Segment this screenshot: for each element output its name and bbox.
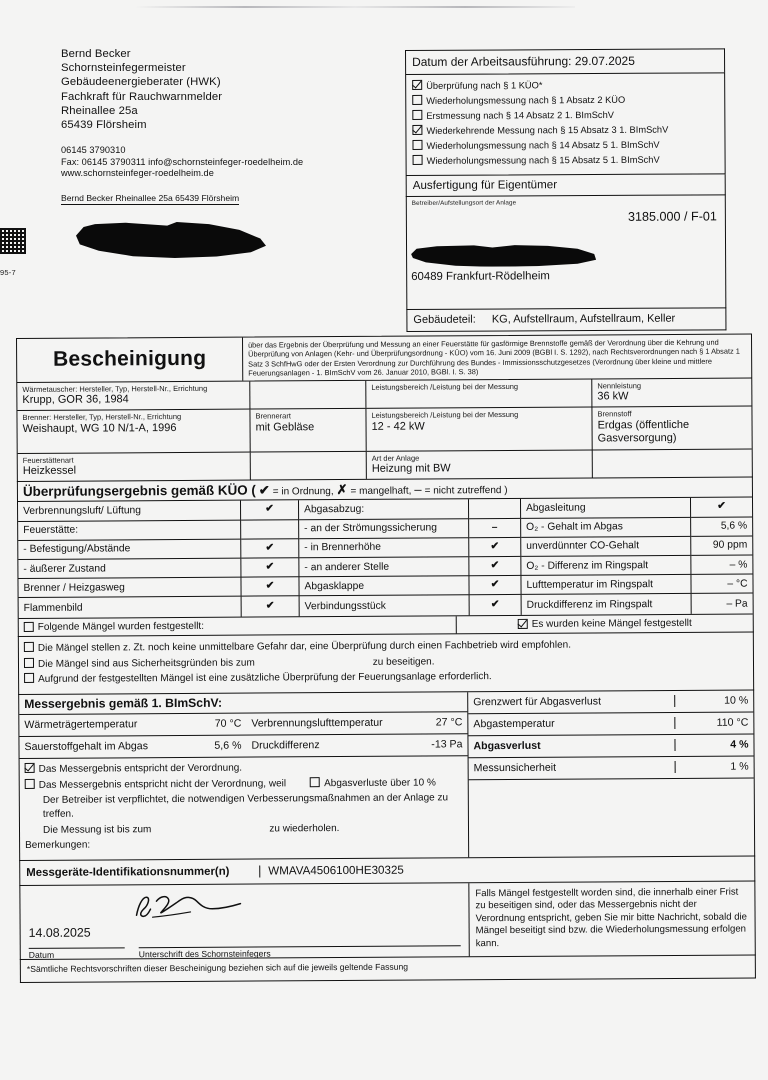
burner-type-cell (249, 409, 365, 451)
defect-notes-section (18, 632, 754, 694)
table-row (469, 756, 754, 779)
status-mark: ✔ (490, 598, 500, 610)
measurement-title: Messergebnis gemäß 1. BImSchV: (19, 692, 467, 715)
list-item: O₂ - Gehalt im Abgas (521, 518, 690, 538)
defect-note-label: Die Mängel stellen z. Zt. noch keine unmittelbare Gefahr dar, eine Überprüfung durch einen Fachbetrieb wird empfohlen. (37, 639, 571, 654)
fuel-cell (591, 407, 751, 449)
inspection-column-3-values (690, 498, 753, 614)
status-mark: ✔ (469, 576, 520, 595)
status-mark: ✔ (241, 539, 298, 559)
measure-type-label: Wiederholungsmessung nach § 1 Absatz 2 KÜO (426, 95, 626, 107)
measure-type-option[interactable] (412, 109, 718, 124)
no-defect-option[interactable] (456, 614, 753, 633)
measurement-conclusion (20, 756, 469, 860)
table-row (468, 712, 753, 736)
list-item: - an der Strömungssicherung (299, 519, 468, 539)
list-item: - in Brennerhöhe (299, 538, 468, 558)
exhaust-temp-label: Abgastemperatur (473, 717, 555, 731)
inspection-column-3-labels (520, 498, 691, 614)
repeat-text-b: zu wiederholen. (269, 822, 340, 835)
checkbox-icon[interactable] (24, 622, 34, 632)
list-item: Abgasleitung (521, 498, 690, 518)
exhaust-temp-value: 110 °C (674, 717, 753, 729)
defect-notice-text: Falls Mängel festgestellt worden sind, die innerhalb einer Frist zu beseitigen sind, oder das Messergebnis nicht der Verordnung entspricht, geben Sie mir bitte Nachricht, sobald die Mängel beseitigt sind bzw. die Wiederholungsmessung erfolgen kann. (468, 881, 754, 956)
measured-value: – Pa (726, 598, 748, 610)
status-mark: ✔ (265, 600, 275, 612)
burner-cell (17, 410, 249, 453)
redacted-operator-name (411, 244, 596, 267)
measured-value: – °C (691, 575, 752, 595)
work-date-row (405, 48, 725, 74)
power-range-value: 12 - 42 kW (371, 420, 425, 433)
inspection-column-1-values (240, 501, 299, 616)
checkbox-checked-icon[interactable] (25, 763, 35, 773)
spacer-cell (250, 452, 366, 481)
repeat-measurement-row (25, 821, 463, 838)
sender-phone: 06145 3790310 (61, 145, 126, 156)
power-range-caption: Leistungsbereich /Leistung bei der Messung (371, 410, 519, 421)
checkbox-icon[interactable] (24, 673, 34, 683)
measurement-left-column (19, 692, 468, 860)
measured-value: – % (691, 556, 752, 576)
measure-type-option[interactable] (413, 154, 719, 169)
conclusion-option[interactable] (25, 776, 463, 793)
certificate-legal-text: über das Ergebnis der Überprüfung und Messung an einer Feuerstätte für gasförmige Brennstoffe gemäß der Verordnung über die Kehrung und Überprüfung von Anlagen (Kehr- und Überprüfungsordnung - KÜO) vom 16. Juni 2009 (BGBl I. S. 1292), nach Rechtsverordnungen nach § 1 Absatz 1 Satz 3 SchfHwG oder der Ersten Verordnung zur Durchführung des Bundes - Immissionsschutzgesetzes (Verordnung über kleine und mittlere Feuerungsanlagen - 1. BImSchV vom 26. Januar 2010, BGBl. I. S. 38) (248, 337, 740, 378)
datamatrix-barcode-icon (0, 228, 26, 254)
list-item: Druckdifferenz im Ringspalt (526, 598, 653, 611)
burner-caption: Brenner: Hersteller, Typ, Herstell-Nr., Errichtung (22, 412, 182, 423)
list-item: Verbrennungsluft/ Lüftung (18, 501, 240, 522)
measurement-right-spacer (469, 777, 754, 850)
burner-type-caption: Brennerart (255, 411, 291, 421)
exhaust-loss-value: 4 % (674, 739, 753, 751)
checkbox-icon[interactable] (412, 140, 422, 150)
limit-label: Grenzwert für Abgasverlust (473, 695, 602, 709)
measurement-result-section (18, 690, 755, 860)
status-mark: – (469, 519, 520, 538)
checkbox-icon[interactable] (310, 777, 320, 787)
measurement-right-column (467, 690, 754, 857)
checkbox-checked-icon[interactable] (518, 619, 528, 629)
checkbox-checked-icon[interactable] (412, 125, 422, 135)
exhaust-loss-label: Abgasverlust (473, 739, 541, 753)
measure-type-label: Wiederkehrende Messung nach § 15 Absatz 3 1. BImSchV (426, 124, 669, 137)
conclusion-option[interactable] (25, 760, 463, 777)
measurement-value: 5,6 % (214, 739, 242, 752)
conclusion-label: Das Messergebnis entspricht nicht der Verordnung, weil (38, 777, 287, 791)
sender-role-1: Schornsteinfegermeister (61, 62, 186, 75)
signature-date: 14.08.2025 (28, 925, 91, 940)
checkbox-icon[interactable] (24, 657, 34, 667)
nominal-power-cell (591, 378, 751, 407)
building-part-row (406, 309, 726, 333)
measure-type-option[interactable] (412, 139, 718, 154)
scan-streak-artifact (135, 6, 575, 8)
nominal-power-value: 36 kW (597, 390, 629, 403)
burner-type-value: mit Gebläse (255, 421, 315, 434)
operator-city: 60489 Frankfurt-Rödelheim (411, 270, 550, 284)
page-title: Bescheinigung (52, 347, 207, 372)
conclusion-sub-label: Abgasverluste über 10 % (324, 777, 436, 789)
table-row (17, 407, 751, 454)
status-mark: ✔ (469, 538, 520, 557)
measurement-value: 27 °C (435, 716, 463, 729)
plant-type-value: Heizung mit BW (371, 462, 451, 475)
table-row (17, 378, 751, 411)
checkbox-checked-icon[interactable] (412, 80, 422, 90)
work-details-form (405, 48, 726, 332)
defect-found-option[interactable] (19, 616, 456, 636)
inspection-column-1-labels (18, 501, 241, 617)
limit-value: 10 % (674, 695, 753, 707)
sender-street: Rheinallee 25a (61, 104, 138, 117)
status-mark: ✔ (469, 557, 520, 576)
status-mark: ✔ (241, 501, 298, 521)
table-row (18, 449, 752, 481)
return-address-line: Bernd Becker Rheinallee 25a 65439 Flörsheim (61, 193, 240, 204)
burner-value: Weishaupt, WG 10 N/1-A, 1996 (22, 421, 177, 435)
inspection-title: Überprüfungsergebnis gemäß KÜO ( (22, 483, 256, 500)
legend-bad: = mangelhaft, (350, 486, 412, 498)
checkbox-icon[interactable] (24, 642, 34, 652)
dash-icon: – (414, 481, 422, 498)
list-item: Verbindungsstück (304, 600, 386, 612)
certificate-title-cell (17, 338, 243, 382)
power-range-caption: Leistungsbereich /Leistung bei der Messung (371, 381, 519, 392)
measure-type-label: Erstmessung nach § 14 Absatz 2 1. BImSchV (426, 110, 614, 122)
inspection-result-section (17, 478, 754, 637)
fuel-value: Erdgas (öffentliche Gasversorgung) (597, 418, 690, 445)
checkbox-icon[interactable] (412, 110, 422, 120)
list-item: Abgasklappe (299, 576, 468, 596)
sender-name: Bernd Becker (61, 48, 131, 60)
footnote: *Sämtliche Rechtsvorschriften dieser Bescheinigung beziehen sich auf die jeweils geltende Fassung (20, 955, 756, 982)
list-item: Feuerstätte: (18, 520, 240, 541)
sender-contact-block (61, 145, 391, 179)
status-mark (469, 499, 520, 518)
checkbox-icon[interactable] (413, 155, 423, 165)
defect-note-label-suffix: zu beseitigen. (372, 656, 435, 668)
measurement-value: -13 Pa (431, 738, 463, 751)
operator-obligation (25, 791, 463, 822)
fill-in-blank[interactable] (255, 655, 373, 656)
nominal-power-caption: Nennleistung (597, 380, 642, 391)
measured-value: 90 ppm (691, 536, 752, 556)
barcode-label: 95-7 (0, 268, 16, 277)
work-date-value: 29.07.2025 (574, 53, 635, 69)
checkbox-icon[interactable] (25, 778, 35, 788)
plant-type-caption: Art der Anlage (371, 453, 420, 463)
list-item: Lufttemperatur im Ringspalt (521, 575, 690, 595)
tick-icon: ✔ (258, 482, 270, 498)
device-data-table (16, 378, 753, 482)
signature-caption: Unterschrift des Schornsteinfegers (138, 948, 271, 959)
measurement-label: Verbrennungslufttemperatur (251, 716, 383, 730)
status-mark (241, 520, 298, 540)
copy-for-label: Ausfertigung für Eigentümer (406, 175, 726, 198)
obligation-text: Der Betreiber ist verpflichtet, die notwendigen Verbesserungsmaßnahmen an der Anlage zu treffen. (42, 792, 449, 820)
table-row (19, 734, 467, 759)
measurement-label: Wärmeträgertemperatur (24, 718, 138, 732)
uncertainty-value: 1 % (675, 761, 754, 773)
sender-address-block (61, 47, 391, 132)
signature-section (19, 881, 755, 959)
list-item: - Befestigung/Abstände (18, 539, 240, 560)
defect-note-label: Aufgrund der festgestellten Mängel ist eine zusätzliche Überprüfung der Feuerungsanlage erforderlich. (38, 671, 492, 685)
measurement-type-checklist (405, 72, 726, 176)
status-mark: ✔ (241, 577, 298, 597)
defect-note-option[interactable] (24, 669, 748, 687)
power-range-cell-2 (365, 408, 591, 451)
sender-role-3: Fachkraft für Rauchwarnmelder (61, 90, 223, 103)
sender-role-2: Gebäudeenergieberater (HWK) (61, 76, 221, 89)
fuel-caption: Brennstoff (597, 409, 632, 419)
certificate-body (16, 334, 756, 983)
fill-in-blank[interactable] (151, 822, 269, 823)
operator-caption: Betreiber/Aufstellungsort der Anlage (411, 199, 517, 208)
status-mark: ✔ (241, 558, 298, 578)
uncertainty-label: Messunsicherheit (473, 761, 557, 775)
remarks-row (25, 836, 463, 853)
sender-city: 65439 Flörsheim (61, 119, 147, 132)
spacer-cell (592, 449, 752, 478)
signature-left (20, 883, 468, 959)
conclusion-label: Das Messergebnis entspricht der Verordnung. (38, 762, 243, 775)
measurement-label: Sauerstoffgehalt im Abgas (24, 740, 149, 754)
remarks-label: Bemerkungen: (25, 839, 91, 852)
no-defect-label: Es wurden keine Mängel festgestellt (531, 617, 692, 630)
heat-exchanger-caption: Wärmetauscher: Hersteller, Typ, Herstell-Nr., Errichtung (22, 383, 208, 394)
table-row (468, 690, 753, 714)
list-item: - äußerer Zustand (18, 559, 240, 580)
list-item: - an anderer Stelle (299, 557, 468, 577)
plant-type-cell (366, 450, 592, 479)
heat-exchanger-value: Krupp, GOR 36, 1984 (22, 393, 129, 406)
defect-note-label: Die Mängel sind aus Sicherheitsgründen bis zum (37, 657, 255, 670)
status-mark: ✔ (691, 498, 752, 518)
table-row (19, 712, 467, 737)
heat-exchanger-cell (17, 381, 249, 410)
list-item: O₂ - Differenz im Ringspalt (521, 556, 690, 576)
inspection-column-2-values (468, 499, 521, 614)
legend-na: = nicht zutreffend ) (424, 485, 508, 497)
defect-found-label: Folgende Mängel wurden festgestellt: (37, 620, 205, 633)
handwritten-signature-icon (130, 890, 250, 923)
measure-type-option[interactable] (412, 94, 718, 109)
measurement-label: Druckdifferenz (251, 739, 320, 752)
building-part-value: KG, Aufstellraum, Aufstellraum, Keller (491, 312, 676, 326)
checkbox-icon[interactable] (412, 95, 422, 105)
device-id-label: Messgeräte-Identifikationsnummer(n) (20, 865, 260, 878)
sender-website: www.schornsteinfeger-roedelheim.de (61, 168, 214, 179)
operator-location-box (406, 196, 727, 311)
letterhead (61, 47, 391, 206)
firing-type-value: Heizkessel (22, 464, 77, 478)
firing-type-cell (18, 452, 250, 481)
device-id-value: WMAVA4506100HE30325 (268, 863, 404, 878)
measure-type-label: Wiederholungsmessung nach § 15 Absatz 5 1. BImSchV (426, 154, 660, 167)
certificate-header (16, 334, 752, 383)
measured-value: 5,6 % (691, 517, 752, 537)
list-item: Brenner / Heizgasweg (18, 578, 240, 599)
legend-ok: = in Ordnung, (272, 486, 334, 498)
date-caption: Datum (28, 949, 55, 960)
inspection-column-2-labels (298, 500, 469, 616)
measure-type-label: Wiederholungsmessung nach § 14 Absatz 5 1. BImSchV (426, 139, 660, 152)
spacer-cell (249, 380, 365, 409)
list-item: Flammenbild (23, 602, 83, 614)
list-item: unverdünnter CO-Gehalt (521, 537, 690, 557)
firing-type-caption: Feuerstättenart (22, 455, 74, 465)
sender-fax-email: Fax: 06145 3790311 info@schornsteinfeger-roedelheim.de (61, 156, 304, 167)
measure-type-option[interactable] (412, 124, 718, 139)
cross-icon: ✗ (336, 482, 348, 498)
table-row (468, 734, 753, 758)
measurement-value: 70 °C (214, 717, 242, 730)
power-range-cell-1 (365, 379, 591, 408)
list-item: Abgasabzug: (299, 500, 468, 520)
inspection-grid (18, 497, 753, 618)
measure-type-option[interactable] (412, 79, 718, 94)
plant-number: 3185.000 / F-01 (627, 209, 717, 225)
repeat-text-a: Die Messung ist bis zum (42, 823, 152, 836)
work-date-label: Datum der Arbeitsausführung: (412, 54, 572, 69)
building-part-label: Gebäudeteil: (413, 313, 476, 327)
redacted-recipient-address (76, 222, 266, 258)
measure-type-label: Überprüfung nach § 1 KÜO* (426, 80, 543, 92)
